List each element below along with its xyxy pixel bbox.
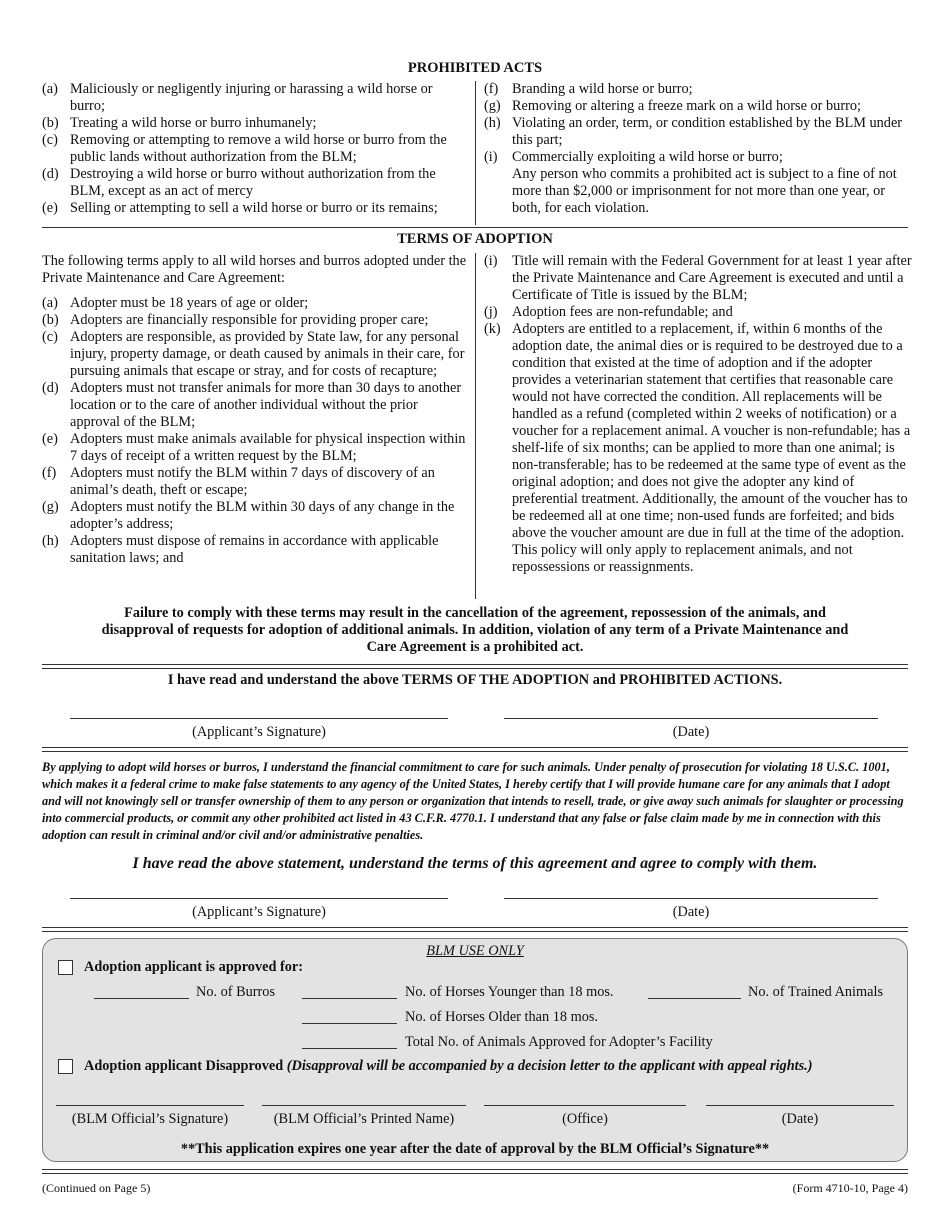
failure-notice: Failure to comply with these terms may result in the cancellation of the agreement, repossession of the animals, and disapproval of requests for adoption of additional animals. In addition, violation of any term of a Private Maintenance and Care Agreement is a prohibited act.: [101, 605, 849, 655]
list-item: (a) Adopter must be 18 years of age or older;: [42, 295, 309, 311]
horses-young-blank[interactable]: [302, 998, 397, 999]
double-rule-bottom: [42, 1173, 908, 1174]
section-divider: [42, 227, 908, 228]
list-item: (b) Adopters are financially responsible for providing proper care;: [42, 312, 429, 328]
list-item: (a) Maliciously or negligently injuring or harassing a wild horse or burro;: [42, 81, 433, 114]
double-rule-bottom: [42, 751, 908, 752]
date-line[interactable]: [504, 898, 878, 899]
double-rule-top: [42, 927, 908, 928]
date-line[interactable]: [504, 718, 878, 719]
continued-note: (Continued on Page 5): [42, 1181, 151, 1195]
date-label: (Date): [672, 724, 710, 740]
applicant-signature-line[interactable]: [70, 898, 448, 899]
horses-young-label: No. of Horses Younger than 18 mos.: [405, 984, 614, 1000]
list-item: (e) Adopters must make animals available for physical inspection within 7 days of receipt of a written request by the BLM;: [42, 431, 466, 464]
disapproved-note: (Disapproval will be accompanied by a decision letter to the applicant with appeal rights.): [286, 1058, 813, 1074]
approved-checkbox[interactable]: [58, 960, 73, 975]
double-rule-top: [42, 664, 908, 665]
list-item: (g) Adopters must notify the BLM within 30 days of any change in the adopter’s address;: [42, 499, 455, 532]
approved-label: Adoption applicant is approved for:: [84, 959, 303, 975]
date-label: (Date): [672, 904, 710, 920]
office-line[interactable]: [484, 1105, 686, 1106]
office-label: (Office): [562, 1111, 608, 1127]
list-item: (c) Adopters are responsible, as provided by State law, for any personal injury, property damage, or death caused by animals in their care, for pursuing animals that escape or stray, and for costs of recapture;: [42, 329, 465, 379]
terms-heading: TERMS OF ADOPTION: [397, 231, 553, 247]
list-item: (k) Adopters are entitled to a replacement, if, within 6 months of the adoption date, the animal dies or is required to be destroyed due to a condition that existed at the time of adoption and if the adopter provides a veterinarian statement that certifies that reasonable care would not have corrected the condition. All replacements will be handled as a refund (completed within 2 weeks of notification) or a voucher for a replacement animal. A voucher is non-refundable; has a shelf-life of six months; can be applied to more than one animal; is non-transferable; has to be redeemed at the same type of event as the original adoption; and does not give the adopter any kind of preferential treatment. Additionally, the amount of the voucher has to be redeemed all at one time; non-used funds are forfeited; and bids above the voucher amount are due in full at the time of the adoption. This policy will only apply to replacement animals, and not repossessions or reassignments.: [484, 321, 911, 575]
expiration-notice: **This application expires one year after the date of approval by the BLM Official’s Signature**: [180, 1141, 770, 1157]
applicant-signature-label: (Applicant’s Signature): [192, 724, 326, 740]
official-name-line[interactable]: [262, 1105, 466, 1106]
disapproved-row: [84, 1058, 904, 1075]
prohibited-right-list: [484, 81, 912, 217]
trained-blank[interactable]: [648, 998, 741, 999]
list-item: (e) Selling or attempting to sell a wild horse or burro or its remains;: [42, 200, 438, 216]
acknowledgement-statement: I have read the above statement, understand the terms of this agreement and agree to comply with them.: [132, 855, 818, 872]
terms-right-list: [484, 253, 912, 576]
prohibited-left-list: [42, 81, 470, 217]
list-item: (j) Adoption fees are non-refundable; and: [484, 304, 733, 320]
official-signature-line[interactable]: [56, 1105, 244, 1106]
certification-statement: By applying to adopt wild horses or burros, I understand the financial commitment to care for such animals. Under penalty of prosecution for violating 18 U.S.C. 1001, which makes it a federal crime to make false statements to any agency of the United States, I hereby certify that I will provide humane care for any animals that I adopt and will not knowingly sell or transfer ownership of them to any person or organization that intends to resell, trade, or give away such animals for slaughter or processing into commercial products, or commit any other prohibited act listed in 43 C.F.R. 4770.1. I understand that any false or false claim made by me in connection with this adoption can result in criminal and/or civil and/or administrative penalties.: [42, 760, 904, 842]
official-name-label: (BLM Official’s Printed Name): [273, 1111, 455, 1127]
blm-use-only-title: BLM USE ONLY: [426, 943, 524, 959]
list-item: (c) Removing or attempting to remove a wild horse or burro from the public lands without authorization from the BLM;: [42, 132, 447, 165]
acknowledgement-terms: I have read and understand the above TERMS OF THE ADOPTION and PROHIBITED ACTIONS.: [167, 672, 783, 688]
list-item: (f) Branding a wild horse or burro;: [484, 81, 693, 97]
prohibited-acts-heading: PROHIBITED ACTS: [407, 60, 543, 76]
list-item: (g) Removing or altering a freeze mark on a wild horse or burro;: [484, 98, 861, 114]
double-rule-bottom: [42, 668, 908, 669]
list-item: (h) Violating an order, term, or condition established by the BLM under this part;: [484, 115, 903, 148]
applicant-signature-line[interactable]: [70, 718, 448, 719]
column-divider: [475, 253, 476, 599]
penalty-note: Any person who commits a prohibited act is subject to a fine of not more than $2,000 or imprisonment for not more than one year, or both, for each violation.: [512, 166, 897, 216]
terms-intro: The following terms apply to all wild horses and burros adopted under the Private Maintenance and Care Agreement:: [42, 253, 467, 286]
burros-label: No. of Burros: [196, 984, 276, 1000]
column-divider: [475, 81, 476, 225]
terms-left-list: [42, 253, 470, 567]
disapproved-checkbox[interactable]: [58, 1059, 73, 1074]
blm-date-line[interactable]: [706, 1105, 894, 1106]
list-item: (f) Adopters must notify the BLM within 7 days of discovery of an animal’s death, theft or escape;: [42, 465, 435, 498]
list-item: (h) Adopters must dispose of remains in accordance with applicable sanitation laws; and: [42, 533, 439, 566]
blm-date-label: (Date): [781, 1111, 819, 1127]
burros-blank[interactable]: [94, 998, 189, 999]
applicant-signature-label: (Applicant’s Signature): [192, 904, 326, 920]
double-rule-top: [42, 747, 908, 748]
trained-label: No. of Trained Animals: [748, 984, 884, 1000]
double-rule-bottom: [42, 931, 908, 932]
list-item: (b) Treating a wild horse or burro inhumanely;: [42, 115, 317, 131]
form-page-number: (Form 4710-10, Page 4): [792, 1181, 908, 1195]
double-rule-top: [42, 1169, 908, 1170]
list-item: (d) Destroying a wild horse or burro without authorization from the BLM, except as an act of mercy: [42, 166, 436, 199]
total-blank[interactable]: [302, 1048, 397, 1049]
total-label: Total No. of Animals Approved for Adopter’s Facility: [405, 1034, 713, 1050]
list-item: (d) Adopters must not transfer animals for more than 30 days to another location or to the care of another individual without the prior approval of the BLM;: [42, 380, 462, 430]
horses-old-blank[interactable]: [302, 1023, 397, 1024]
horses-old-label: No. of Horses Older than 18 mos.: [405, 1009, 598, 1025]
official-signature-label: (BLM Official’s Signature): [71, 1111, 229, 1127]
disapproved-label: Adoption applicant Disapproved: [84, 1058, 284, 1074]
list-item: (i) Commercially exploiting a wild horse or burro;: [484, 149, 783, 165]
list-item: (i) Title will remain with the Federal Government for at least 1 year after the Private Maintenance and Care Agreement is executed and until a Certificate of Title is issued by the BLM;: [484, 253, 912, 303]
